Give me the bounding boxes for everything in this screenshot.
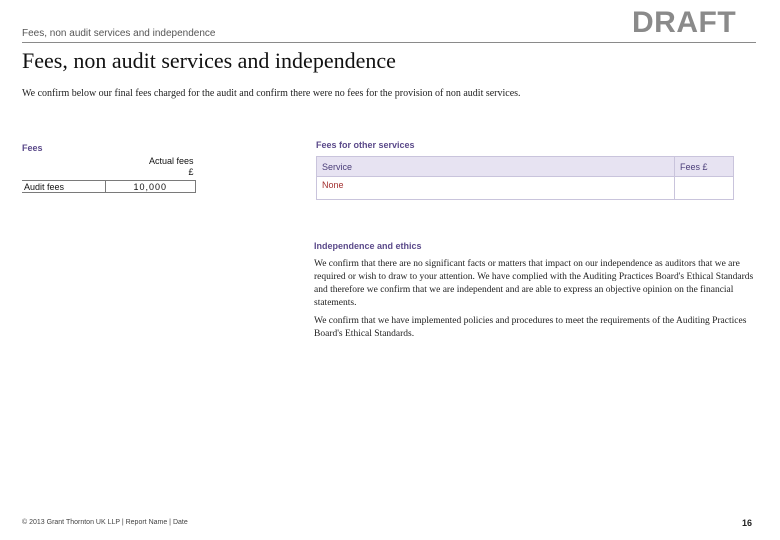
fees-table [22,156,196,193]
service-cell: None [317,177,675,200]
table-row [317,177,734,200]
fees-column-header: Fees £ [675,157,734,177]
page-title: Fees, non audit services and independence [22,48,396,73]
footer-text: © 2013 Grant Thornton UK LLP | Report Name | Date [22,519,188,526]
independence-heading: Independence and ethics [314,241,422,251]
actual-fees-header-currency: £ [188,167,194,177]
draft-watermark: DRAFT [632,6,737,39]
header-divider [22,42,756,43]
independence-paragraph-2: We confirm that we have implemented policies and procedures to meet the requirements of the Auditing Practices Board's Ethical Standards. [314,316,747,339]
intro-text: We confirm below our final fees charged for the audit and confirm there were no fees for the provision of non audit services. [22,88,521,99]
actual-fees-header-label: Actual fees [148,156,194,166]
table-row [22,181,196,193]
fees-cell [675,177,734,200]
audit-fees-value: 10,000 [105,181,195,193]
other-services-heading: Fees for other services [316,140,415,150]
actual-fees-header [105,156,195,181]
fees-heading: Fees [22,143,43,153]
service-column-header: Service [317,157,675,177]
other-services-table [316,156,734,200]
fees-blank-header [22,156,105,181]
table-header-row [317,157,734,177]
independence-paragraph-1: We confirm that there are no significant facts or matters that impact on our independence as auditors that we are required or wish to draw to your attention. We have complied with the Auditing Practices Board's Ethical Standards and therefore we confirm that we are independent and are able to express an objective opinion on the financial statements. [314,259,754,308]
page-number: 16 [742,518,753,528]
audit-fees-label: Audit fees [22,181,105,193]
running-header: Fees, non audit services and independence [22,28,216,39]
